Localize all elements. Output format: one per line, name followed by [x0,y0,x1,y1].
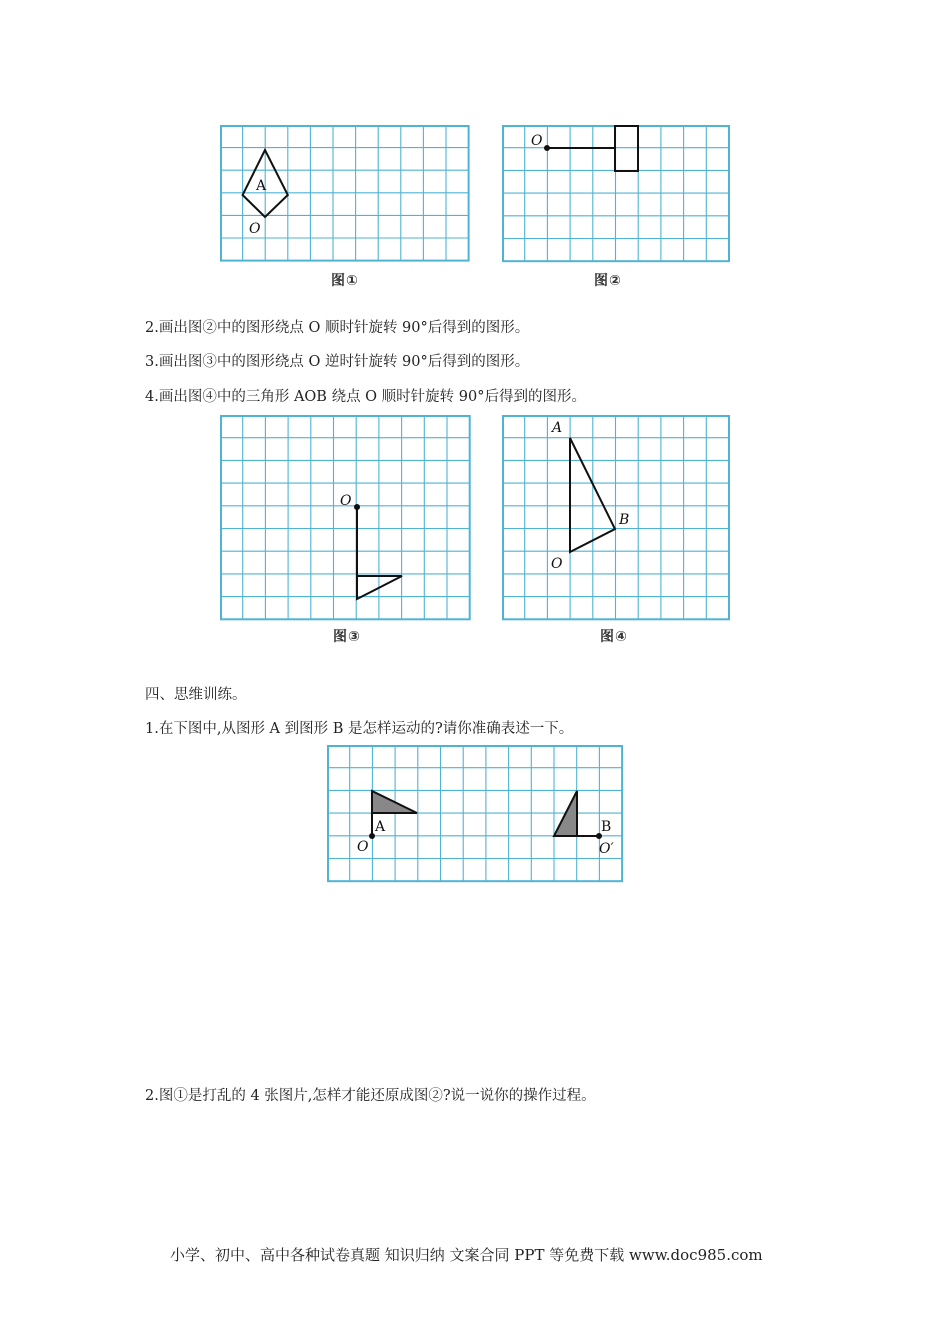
label-b: B [619,512,630,528]
figure-3-grid [220,415,471,623]
caption-fig3: 图③ [333,629,361,645]
label-o: O [531,133,543,149]
figure-5 [327,745,624,885]
figure-5-grid [327,745,624,885]
label-o: O [357,839,369,855]
caption-fig2: 图② [594,273,622,289]
figure-4-grid [502,415,731,623]
label-a: A [375,819,386,835]
question-2: 2.画出图②中的图形绕点 O 顺时针旋转 90°后得到的图形。 [145,320,530,336]
caption-fig1: 图① [331,273,359,289]
section-4-question-2: 2.图①是打乱的 4 张图片,怎样才能还原成图②?说一说你的操作过程。 [145,1088,596,1104]
question-3: 3.画出图③中的图形绕点 O 逆时针旋转 90°后得到的图形。 [145,354,530,370]
label-a: A [256,178,267,194]
label-o-prime: O′ [599,841,614,857]
figure-2 [502,125,731,265]
point-o [354,504,360,510]
label-o: O [340,493,352,509]
label-o: O [249,221,261,237]
section-4-question-1: 1.在下图中,从图形 A 到图形 B 是怎样运动的?请你准确表述一下。 [145,721,574,737]
label-o: O [551,556,563,572]
caption-fig4: 图④ [600,629,628,645]
figure-3 [220,415,471,623]
figure-2-grid [502,125,731,265]
label-b: B [601,819,612,835]
triangle-shape [357,576,402,599]
figure-1-grid [220,125,471,265]
rectangle-shape [615,126,638,171]
question-4: 4.画出图④中的三角形 AOB 绕点 O 顺时针旋转 90°后得到的图形。 [145,389,586,405]
figure-4 [502,415,731,623]
label-a: A [552,420,563,436]
grid-frame [221,416,470,619]
figure-1 [220,125,471,265]
footer-text: 小学、初中、高中各种试卷真题 知识归纳 文案合同 PPT 等免费下载 www.doc985.com [170,1246,763,1264]
section-4-title: 四、思维训练。 [145,687,247,703]
triangle-a [372,791,417,813]
point-o [544,145,550,151]
